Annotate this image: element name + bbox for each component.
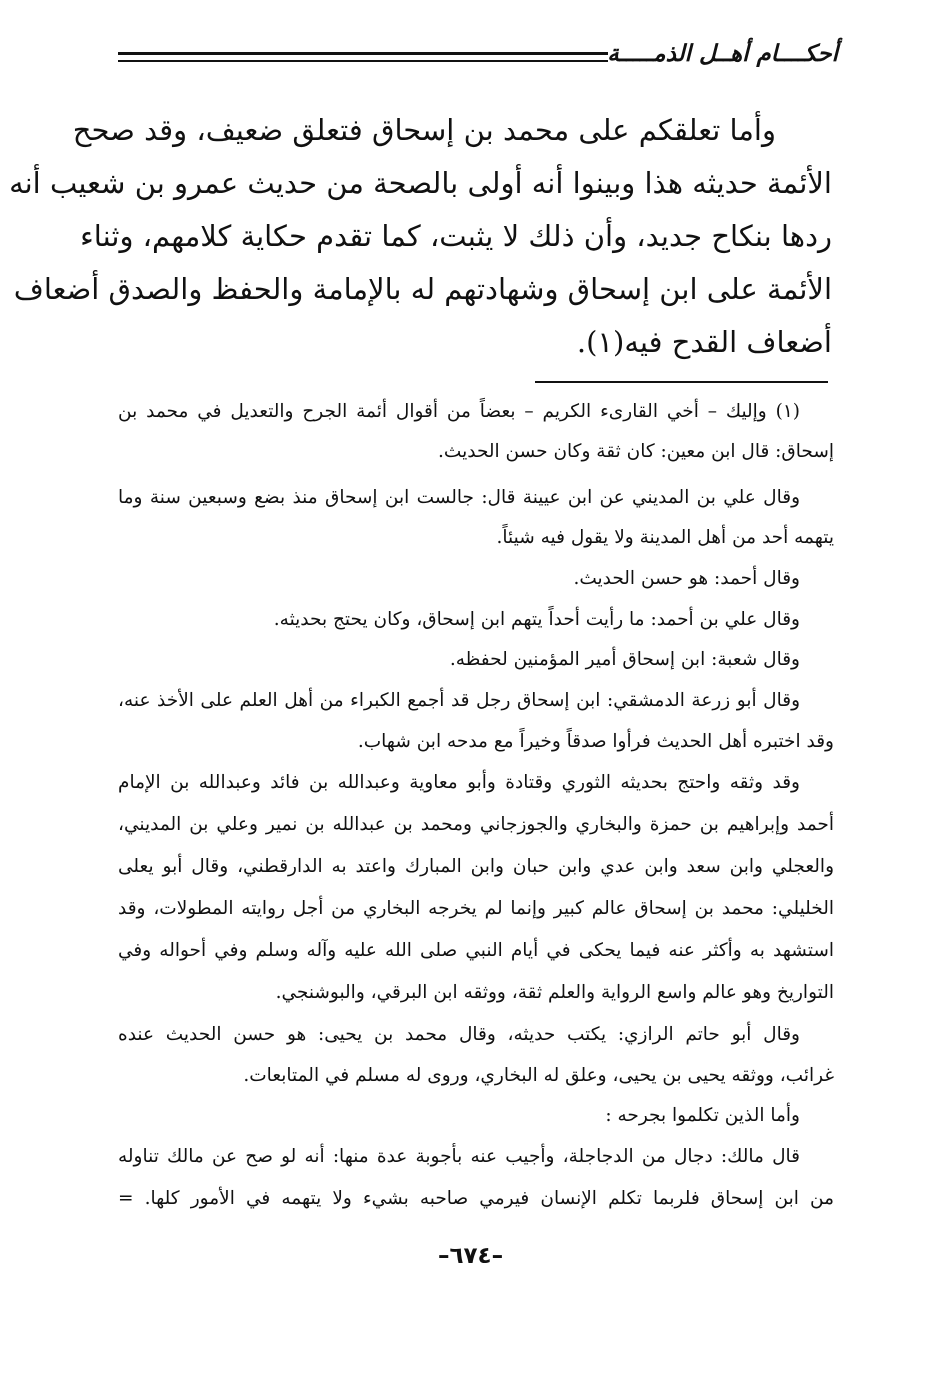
- footnote-line: قال مالك: دجال من الدجاجلة، وأجيب عنه بأجوبة عدة منها: أنه لو صح عن مالك تناوله: [118, 1146, 800, 1167]
- body-line: الأئمة حديثه هذا وبينوا أنه أولى بالصحة من حديث عمرو بن شعيب أنه: [9, 166, 832, 200]
- footnote-line: وقال علي بن أحمد: ما رأيت أحداً يتهم ابن إسحاق، وكان يحتج بحديثه.: [273, 609, 800, 630]
- page-number: –٦٧٤–: [437, 1243, 504, 1269]
- footnote-line: وقال أحمد: هو حسن الحديث.: [573, 568, 800, 589]
- footnote-line: وقال أبو زرعة الدمشقي: ابن إسحاق رجل قد أجمع الكبراء من أهل العلم على الأخذ عنه،: [118, 690, 800, 711]
- running-header: [118, 38, 838, 78]
- footnote-line: وقال أبو حاتم الرازي: يكتب حديثه، وقال محمد بن يحيى: هو حسن الحديث عنده: [118, 1024, 800, 1045]
- body-line: الأئمة على ابن إسحاق وشهادتهم له بالإمامة والحفظ والصدق أضعاف: [13, 272, 832, 306]
- footnote-line: غرائب، ووثقه يحيى بن يحيى، وعلق له البخاري، وروى له مسلم في المتابعات.: [243, 1065, 834, 1086]
- header-rule: [118, 52, 608, 55]
- footnote-line: وقد وثقه واحتج بحديثه الثوري وقتادة وأبو معاوية وعبدالله بن فائد وعبدالله بن الإمام: [118, 772, 800, 793]
- footnote-line: وقال شعبة: ابن إسحاق أمير المؤمنين لحفظه.: [449, 649, 800, 670]
- footnote-line: (١) وإليك – أخي القارىء الكريم – بعضاً من أقوال أئمة الجرح والتعديل في محمد بن: [118, 401, 800, 422]
- footnote-line: أحمد وإبراهيم بن حمزة والبخاري والجوزجاني ومحمد بن عبدالله بن نمير وعلي بن المديني،: [118, 814, 834, 835]
- footnotes: [118, 392, 834, 1220]
- footnote-line: وأما الذين تكلموا بجرحه :: [605, 1105, 800, 1126]
- header-rule: [118, 60, 608, 62]
- footnote-line: الخليلي: محمد بن إسحاق عالم كبير وإنما لم يخرجه البخاري من أجل روايته المطولات، وقد: [118, 898, 834, 919]
- footnote-line: من ابن إسحاق فلربما تكلم الإنسان فيرمي صاحبه بشيء ولا يتهمه في الأمور كلها. =: [118, 1188, 834, 1209]
- main-text: [9, 104, 832, 369]
- footnote-line: إسحاق: قال ابن معين: كان ثقة وكان حسن الحديث.: [438, 441, 834, 462]
- footnote-line: وقال علي بن المديني عن ابن عيينة قال: جالست ابن إسحاق منذ بضع وسبعين سنة وما: [118, 487, 801, 508]
- running-header-title: أحكــــام أهــل الذمـــــة: [607, 41, 838, 67]
- body-line: وأما تعلقكم على محمد بن إسحاق فتعلق ضعيف، وقد صحح: [72, 113, 776, 147]
- footnote-separator: [535, 381, 828, 383]
- footnote-line: يتهمه أحد من أهل المدينة ولا يقول فيه شيئاً.: [496, 527, 834, 548]
- footnote-line: والعجلي وابن سعد وابن عدي وابن حبان وابن المبارك واعتد به الدارقطني، وقال أبو يعلى: [118, 856, 834, 877]
- body-line: أضعاف القدح فيه(١).: [576, 325, 832, 359]
- footnote-line: التواريخ وهو عالم واسع الرواية والعلم ثقة، ووثقه ابن البرقي، والبوشنجي.: [275, 982, 834, 1003]
- body-line: ردها بنكاح جديد، وأن ذلك لا يثبت، كما تقدم حكاية كلامهم، وثناء: [80, 219, 832, 253]
- footnote-line: وقد اختبره أهل الحديث فرأوا صدقاً وخيراً مع مدحه ابن شهاب.: [357, 731, 834, 752]
- footnote-line: استشهد به وأكثر عنه فيما يحكى في أيام النبي صلى الله عليه وآله وسلم وفي أحواله وفي: [118, 940, 834, 961]
